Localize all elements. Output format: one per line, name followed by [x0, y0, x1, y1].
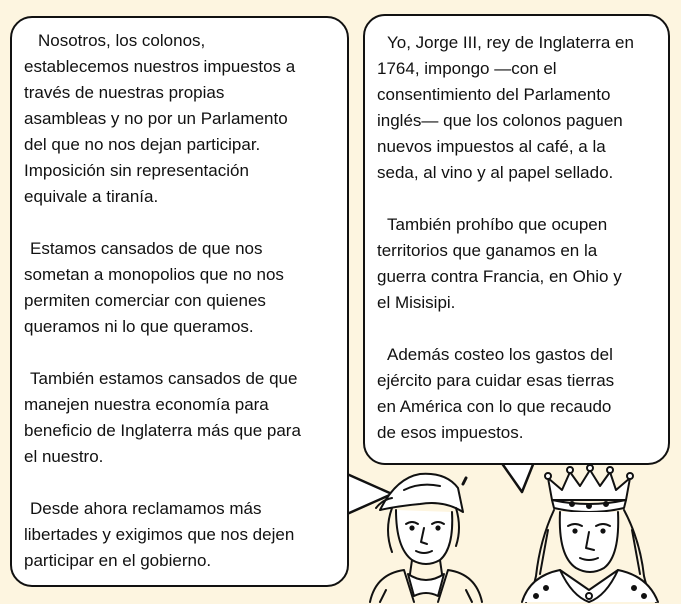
speech-line: sometan a monopolios que no nos: [24, 265, 284, 284]
speech-line: Imposición sin representación: [24, 161, 249, 180]
speech-line: Además costeo los gastos del: [387, 345, 613, 364]
speech-line: de esos impuestos.: [377, 423, 524, 442]
speech-line: consentimiento del Parlamento: [377, 85, 611, 104]
speech-line: través de nuestras propias: [24, 83, 225, 102]
speech-line: en América con lo que recaudo: [377, 397, 612, 416]
speech-line: guerra contra Francia, en Ohio y: [377, 267, 622, 286]
speech-line: el Misisipi.: [377, 293, 456, 312]
speech-line: establecemos nuestros impuestos a: [24, 57, 296, 76]
speech-line: libertades y exigimos que nos dejen: [24, 525, 295, 544]
speech-line: Estamos cansados de que nos: [30, 239, 263, 258]
speech-line: del que no nos dejan participar.: [24, 135, 261, 154]
speech-line: nuevos impuestos al café, a la: [377, 137, 606, 156]
speech-line: el nuestro.: [24, 447, 104, 466]
speech-line: ejército para cuidar esas tierras: [377, 371, 615, 390]
speech-line: manejen nuestra economía para: [24, 395, 269, 414]
speech-line: equivale a tiranía.: [24, 187, 159, 206]
speech-line: 1764, impongo —con el: [377, 59, 557, 78]
speech-line: También prohíbo que ocupen: [387, 215, 608, 234]
king-figure-icon: [522, 465, 658, 602]
speech-line: queramos ni lo que queramos.: [24, 317, 254, 336]
speech-line: Desde ahora reclamamos más: [30, 499, 262, 518]
speech-line: beneficio de Inglaterra más que para: [24, 421, 301, 440]
speech-line: inglés— que los colonos paguen: [377, 111, 623, 130]
speech-line: territorios que ganamos en la: [377, 241, 598, 260]
speech-line: participar en el gobierno.: [24, 551, 212, 570]
colonist-figure-icon: [370, 474, 482, 602]
speech-line: seda, al vino y al papel sellado.: [377, 163, 614, 182]
speech-line: permiten comerciar con quienes: [24, 291, 266, 310]
speech-line: asambleas y no por un Parlamento: [24, 109, 288, 128]
speech-line: También estamos cansados de que: [30, 369, 298, 388]
speech-line: Nosotros, los colonos,: [38, 31, 206, 50]
speech-line: Yo, Jorge III, rey de Inglaterra en: [387, 33, 634, 52]
